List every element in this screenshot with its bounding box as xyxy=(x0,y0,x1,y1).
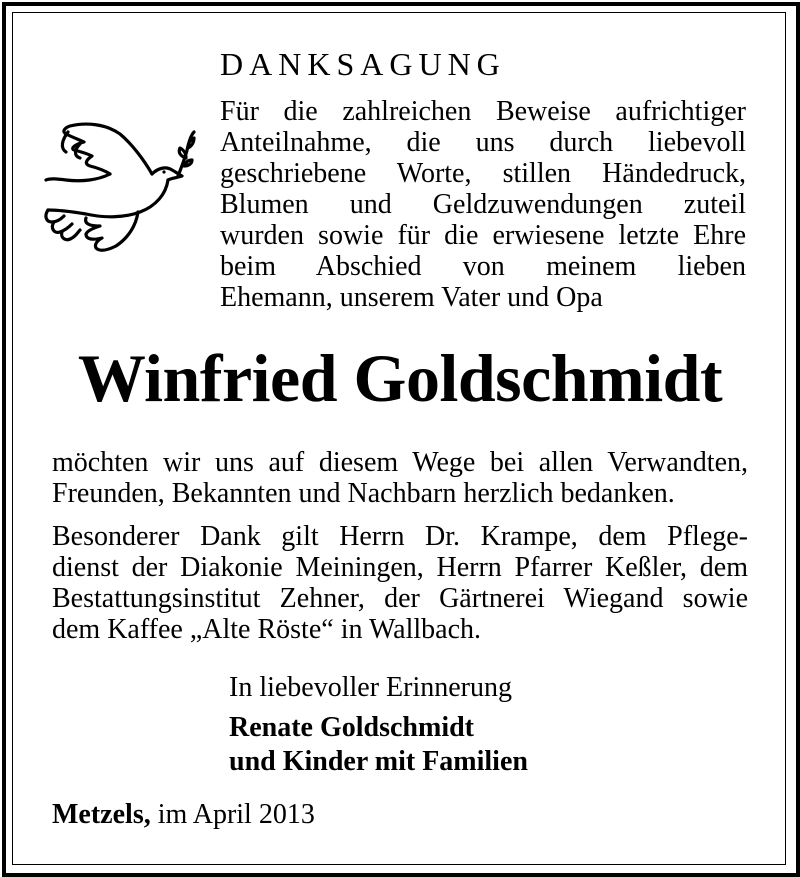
place-name: Metzels, xyxy=(52,799,151,830)
signer-line: Renate Goldschmidt xyxy=(229,712,474,743)
intro-line: Ehemann, unserem Vater und Opa xyxy=(220,282,603,313)
signer-line: und Kinder mit Familien xyxy=(229,746,528,777)
deceased-name: Winfried Goldschmidt xyxy=(77,340,723,416)
dove-icon xyxy=(40,118,200,258)
signers xyxy=(229,711,528,779)
paragraph-line: möchten wir uns auf diesem Wege bei allen Verwandten, xyxy=(52,447,748,478)
intro-line: geschriebene Worte, stillen Händedruck, xyxy=(220,158,746,189)
paragraph-line: dem Kaffee „Alte Röste“ in Wallbach. xyxy=(52,614,481,645)
thanks-paragraph xyxy=(52,447,748,509)
paragraph-line: dienst der Diakonie Meiningen, Herrn Pfarrer Keßler, dem xyxy=(52,552,748,583)
paragraph-line: Bestattungsinstitut Zehner, der Gärtnerei Wiegand sowie xyxy=(52,583,748,614)
intro-line: wurden sowie für die erwiesene letzte Ehre xyxy=(220,220,746,251)
intro-line: Anteilnahme, die uns durch liebevoll xyxy=(220,127,746,158)
intro-text xyxy=(220,96,746,313)
date: im April 2013 xyxy=(157,799,315,830)
paragraph-line: Freunden, Bekannten und Nachbarn herzlich bedanken. xyxy=(52,478,675,509)
special-thanks-paragraph xyxy=(52,521,748,645)
intro-line: Für die zahlreichen Beweise aufrichtiger xyxy=(220,96,746,127)
memory-line: In liebevoller Erinnerung xyxy=(229,672,513,703)
place-date xyxy=(52,798,315,832)
intro-line: beim Abschied von meinem lieben xyxy=(220,251,746,282)
paragraph-line: Besonderer Dank gilt Herrn Dr. Krampe, dem Pflege- xyxy=(52,521,748,552)
notice-heading: DANKSAGUNG xyxy=(220,46,506,82)
intro-line: Blumen und Geldzuwendungen zuteil xyxy=(220,189,746,220)
